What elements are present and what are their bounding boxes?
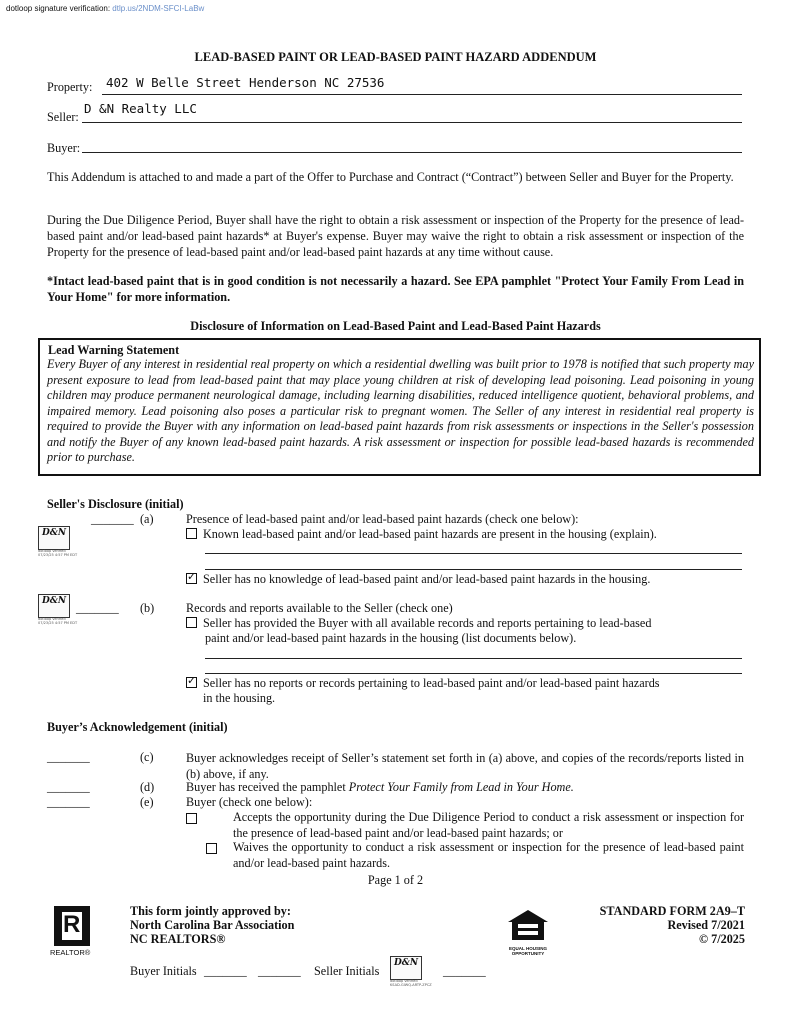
form-number: STANDARD FORM 2A9–T	[599, 904, 745, 918]
verification-link[interactable]: dtlp.us/2NDM-SFCI-LaBw	[112, 4, 205, 13]
seller-initials-stamp-a	[38, 526, 70, 550]
stamp-caption-line1: dotloop verified	[38, 549, 66, 553]
lead-warning-title: Lead Warning Statement	[48, 343, 180, 357]
buyer-initial-c[interactable]: _______	[47, 750, 90, 764]
item-letter-b: (b)	[140, 601, 155, 615]
stamp-caption-line3: KSAD-GIWQ-ARTP-ZPCZ	[390, 983, 432, 987]
approval-line-2: North Carolina Bar Association	[130, 918, 295, 932]
explain-line-1	[205, 553, 742, 554]
disclosure-heading: Disclosure of Information on Lead-Based Paint and Lead-Based Paint Hazards	[190, 319, 601, 333]
item-letter-c: (c)	[140, 750, 154, 764]
pamphlet-title: Protect Your Family from Lead in Your Home.	[348, 780, 574, 794]
checkbox-accept-inspection[interactable]	[186, 813, 197, 824]
stamp-caption-line1: dotloop verified	[390, 979, 418, 983]
stamp-caption-line1: dotloop verified	[38, 617, 66, 621]
initial-blank-b[interactable]: _______	[76, 601, 119, 615]
stamp-initials: D&N	[394, 958, 419, 968]
seller-underline	[82, 122, 742, 123]
option-b2-label-1: Seller has no reports or records pertaining to lead-based paint and/or lead-based paint hazards	[203, 676, 660, 690]
eho-caption-line2: OPPORTUNITY	[511, 951, 545, 956]
option-a1[interactable]	[186, 527, 657, 542]
realtor-logo	[54, 906, 90, 946]
item-letter-d: (d)	[140, 780, 155, 794]
option-b2-label-2: in the housing.	[203, 691, 276, 705]
form-copyright: © 7/2025	[698, 932, 745, 946]
intact-paint-note: *Intact lead-based paint that is in good condition is not necessarily a hazard. See EPA pamphlet "Protect Your Family From Lead in Your Home" for more information.	[47, 274, 744, 304]
option-e1-label: Accepts the opportunity during the Due Diligence Period to conduct a risk assessment or inspection for the presence of lead-based paint and/or lead-based paint hazards; or	[233, 810, 744, 840]
checkbox-no-knowledge[interactable]	[186, 573, 197, 584]
option-a2[interactable]	[186, 572, 650, 587]
option-b1[interactable]	[186, 616, 651, 631]
seller-label: Seller:	[47, 110, 79, 124]
item-letter-a: (a)	[140, 512, 154, 526]
seller-disclosure-heading: Seller's Disclosure (initial)	[47, 497, 184, 511]
realtor-logo-letter: R	[63, 911, 81, 938]
realtor-label: REALTOR®	[50, 948, 91, 957]
checkbox-provided-records[interactable]	[186, 617, 197, 628]
checkbox-no-reports[interactable]	[186, 677, 197, 688]
item-d-text-pre: Buyer has received the pamphlet	[186, 780, 349, 794]
option-b1-label-1: Seller has provided the Buyer with all available records and reports pertaining to lead-based	[203, 616, 652, 630]
lead-warning-body: Every Buyer of any interest in residential real property on which a residential dwelling was built prior to 1978 is notified that such property may present exposure to lead from lead-based paint that may place young children at risk of developing lead poisoning. Lead poisoning in young children may produce permanent neurological damage, including learning disabilities, reduced intelligence quotient, behavioral problems, and impaired memory. Lead poisoning also poses a particular risk to pregnant women. The Seller of any interest in residential real property is required to provide the Buyer with any information on lead-based paint hazards from risk assessments or inspections in the Seller's possession and notify the Buyer of any known lead-based paint hazards. A risk assessment or inspection for possible lead-based hazards is recommended prior to purchase.	[47, 357, 754, 464]
page-number: Page 1 of 2	[367, 873, 424, 887]
item-d-text	[186, 780, 574, 795]
document-title: LEAD-BASED PAINT OR LEAD-BASED PAINT HAZARD ADDENDUM	[194, 50, 597, 64]
checkbox-waive-inspection[interactable]	[206, 843, 217, 854]
stamp-initials: D&N	[42, 596, 67, 606]
addendum-intro: This Addendum is attached to and made a part of the Offer to Purchase and Contract (“Contract”) between Seller and Buyer for the Property.	[47, 170, 734, 184]
property-underline	[102, 94, 742, 95]
seller-initials-field-2[interactable]: _______	[443, 964, 486, 978]
seller-field[interactable]: D &N Realty LLC	[84, 101, 197, 116]
buyer-ack-heading: Buyer’s Acknowledgement (initial)	[47, 720, 228, 734]
eho-caption	[500, 946, 556, 956]
seller-initials-stamp-footer	[390, 956, 422, 980]
option-a2-label: Seller has no knowledge of lead-based paint and/or lead-based paint hazards in the housing.	[203, 572, 651, 586]
option-b1-label-2: paint and/or lead-based paint hazards in the housing (list documents below).	[205, 631, 577, 645]
approval-line-1: This form jointly approved by:	[130, 904, 291, 918]
buyer-label: Buyer:	[47, 141, 81, 155]
seller-initials-stamp-b	[38, 594, 70, 618]
item-b-text: Records and reports available to the Seller (check one)	[186, 601, 453, 615]
property-label: Property:	[47, 80, 93, 94]
documents-line-1	[205, 658, 742, 659]
option-a1-label: Known lead-based paint and/or lead-based paint hazards are present in the housing (explain).	[203, 527, 657, 541]
option-e2-label: Waives the opportunity to conduct a risk assessment or inspection for the presence of lead-based paint and/or lead-based paint hazards.	[233, 840, 744, 870]
item-e-text: Buyer (check one below):	[186, 795, 313, 809]
stamp-caption-line2: 07/23/25 4:57 PM EDT	[38, 553, 78, 557]
checkbox-known-lead[interactable]	[186, 528, 197, 539]
option-b2[interactable]	[186, 676, 660, 691]
approval-line-3: NC REALTORS®	[130, 932, 226, 946]
initial-blank: _______	[91, 512, 134, 526]
stamp-caption-line2: 07/23/25 4:57 PM EDT	[38, 621, 78, 625]
explain-line-2	[205, 569, 742, 570]
stamp-initials: D&N	[42, 528, 67, 538]
buyer-initials-field-2[interactable]: _______	[258, 964, 301, 978]
buyer-initial-d[interactable]: _______	[47, 780, 90, 794]
due-diligence-paragraph: During the Due Diligence Period, Buyer shall have the right to obtain a risk assessment or inspection of the Property for the presence of lead-based paint and/or lead-based paint hazards* at Buyer's expense. Buyer may waive the right to obtain a risk assessment or inspection of the Property for the presence of lead-based paint and/or lead-based paint hazards at any time without cause.	[47, 213, 744, 259]
buyer-initials-field-1[interactable]: _______	[204, 964, 247, 978]
verification-label: dotloop signature verification:	[6, 4, 111, 13]
property-field[interactable]: 402 W Belle Street Henderson NC 27536	[106, 75, 385, 90]
stamp-caption-b	[38, 617, 77, 625]
buyer-initials-label: Buyer Initials	[130, 964, 197, 978]
item-letter-e: (e)	[140, 795, 154, 809]
verification-header	[6, 4, 204, 13]
buyer-underline	[82, 152, 742, 153]
stamp-caption-footer	[390, 979, 432, 987]
item-a-text: Presence of lead-based paint and/or lead-based paint hazards (check one below):	[186, 512, 579, 526]
item-c-text: Buyer acknowledges receipt of Seller’s statement set forth in (a) above, and copies of the records/reports listed in (b) above, if any.	[186, 751, 744, 781]
stamp-caption-a	[38, 549, 77, 557]
eho-caption-line1: EQUAL HOUSING	[509, 946, 547, 951]
buyer-initial-e[interactable]: _______	[47, 795, 90, 809]
seller-initials-label: Seller Initials	[314, 964, 380, 978]
documents-line-2	[205, 673, 742, 674]
form-revised: Revised 7/2021	[667, 918, 745, 932]
